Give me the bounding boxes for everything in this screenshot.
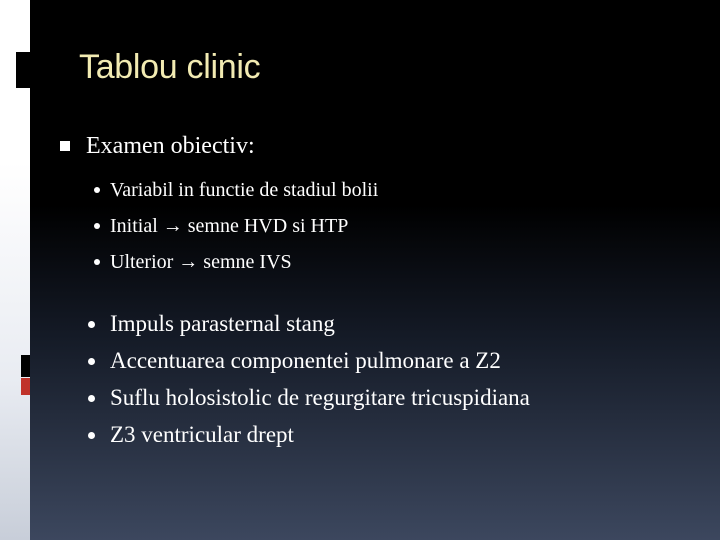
dot-bullet-icon: [88, 432, 95, 439]
list-item: [60, 172, 700, 208]
main-bullet-list: [88, 305, 530, 453]
list-item: [60, 208, 700, 244]
title-marker: [16, 52, 30, 88]
dot-bullet-icon: [88, 395, 95, 402]
side-tab-dark: [21, 355, 30, 377]
list-item: [88, 305, 530, 342]
sub-bullet-list: [60, 172, 700, 280]
dot-bullet-icon: [88, 358, 95, 365]
list-item-text: Z3 ventricular drept: [110, 422, 294, 447]
dot-bullet-icon: [88, 321, 95, 328]
list-item-text: Impuls parasternal stang: [110, 311, 335, 336]
page-title: Tablou clinic: [79, 48, 261, 86]
list-item-text: Suflu holosistolic de regurgitare tricuspidiana: [110, 385, 530, 410]
list-item: [88, 416, 530, 453]
dot-bullet-icon: [94, 187, 100, 193]
list-item-text: Accentuarea componentei pulmonare a Z2: [110, 348, 501, 373]
side-tab-red: [21, 378, 30, 395]
list-item-text: Ulterior → semne IVS: [110, 251, 292, 273]
list-item: [88, 342, 530, 379]
dot-bullet-icon: [94, 259, 100, 265]
dot-bullet-icon: [94, 223, 100, 229]
slide-content: [60, 128, 700, 280]
list-item-text: Initial → semne HVD si HTP: [110, 215, 349, 237]
square-bullet-icon: [60, 141, 70, 151]
list-item-text: Variabil in functie de stadiul bolii: [110, 179, 379, 201]
list-item: [60, 244, 700, 280]
section-label: Examen obiectiv:: [86, 133, 255, 159]
list-item: [88, 379, 530, 416]
section-heading: [60, 128, 700, 164]
